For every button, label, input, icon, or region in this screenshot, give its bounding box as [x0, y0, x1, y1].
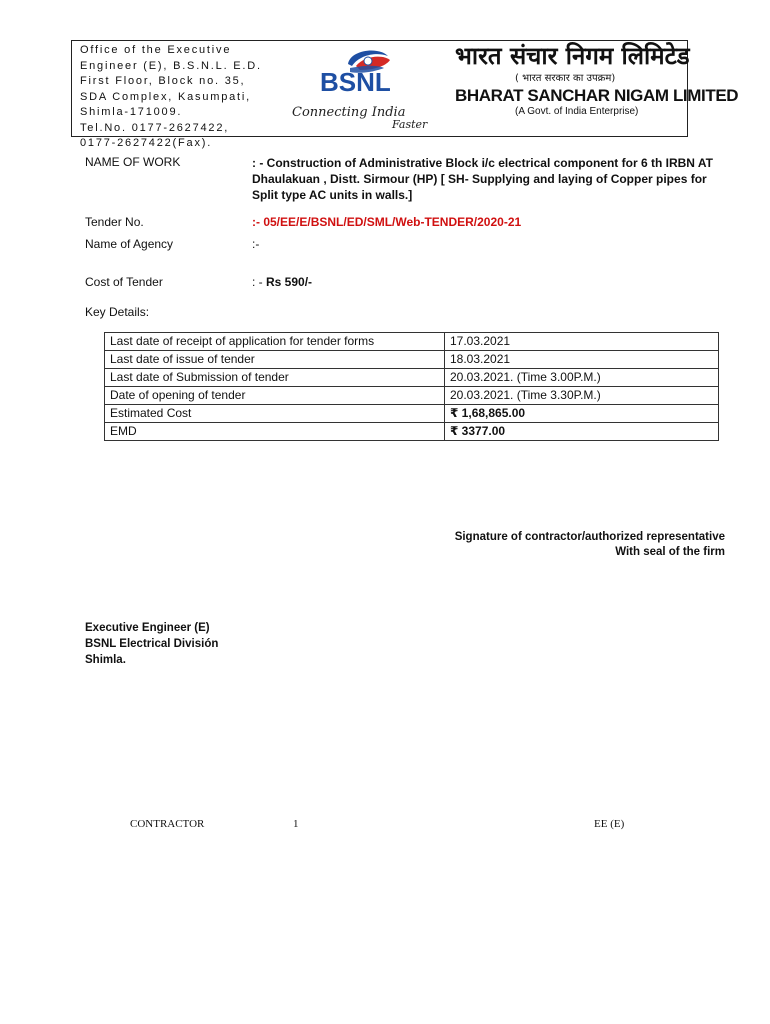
tender-number-row	[252, 215, 521, 229]
engineer-location: Shimla.	[85, 654, 126, 666]
page-number: 1	[293, 818, 299, 830]
bsnl-logo	[290, 44, 440, 132]
company-name-hindi: भारत संचार निगम लिमिटेड	[455, 42, 690, 70]
table-row	[105, 369, 719, 387]
company-subtitle-hindi: ( भारत सरकार का उपक्रम)	[515, 73, 616, 84]
cost-label: Cost of Tender	[85, 275, 163, 289]
estimated-cost-value: ₹ 1,68,865.00	[445, 405, 719, 423]
signature-line: Signature of contractor/authorized representative	[454, 531, 725, 543]
engineer-division: BSNL Electrical División	[85, 638, 219, 650]
key-value-cell: 20.03.2021. (Time 3.30P.M.)	[445, 387, 719, 405]
table-row	[105, 423, 719, 441]
work-value: : - Construction of Administrative Block i/c electrical component for 6 th IRBN AT Dhaulakuan , Distt. Sirmour (HP) [ SH- Supplying and laying of Copper pipes for Split type AC units in walls.]	[252, 156, 713, 202]
key-details-label: Key Details:	[85, 305, 150, 319]
office-address: Office of the Executive Engineer (E), B.S.N.L. E.D. First Floor, Block no. 35, SDA Complex, Kasumpati, Shimla-171009. Tel.No. 0177-2627422, 0177-2627422(Fax).	[80, 44, 262, 149]
key-value-cell: 18.03.2021	[445, 351, 719, 369]
agency-value: :-	[252, 237, 260, 251]
key-label-cell: Date of opening of tender	[105, 387, 445, 405]
logo-tagline-faster: Faster	[392, 118, 428, 131]
engineer-block	[85, 620, 218, 668]
table-row	[105, 405, 719, 423]
logo-text: BSNL	[320, 67, 391, 97]
cost-prefix: : -	[252, 275, 266, 289]
seal-line: With seal of the firm	[615, 546, 725, 558]
table-row	[105, 351, 719, 369]
key-value-cell: 20.03.2021. (Time 3.00P.M.)	[445, 369, 719, 387]
footer-contractor: CONTRACTOR	[130, 818, 205, 830]
footer-ee: EE (E)	[594, 818, 625, 830]
cost-row	[252, 275, 312, 289]
key-label-cell: Last date of receipt of application for tender forms	[105, 333, 445, 351]
key-value-cell: 17.03.2021	[445, 333, 719, 351]
company-subtitle: (A Govt. of India Enterprise)	[515, 106, 639, 117]
key-details-table	[104, 332, 719, 441]
work-label: NAME OF WORK	[85, 155, 181, 169]
tender-label: Tender No.	[85, 215, 144, 229]
table-row	[105, 333, 719, 351]
agency-label: Name of Agency	[85, 237, 174, 251]
key-label-cell: EMD	[105, 423, 445, 441]
key-label-cell: Last date of issue of tender	[105, 351, 445, 369]
tender-number: 05/EE/E/BSNL/ED/SML/Web-TENDER/2020-21	[263, 215, 522, 229]
key-label-cell: Last date of Submission of tender	[105, 369, 445, 387]
emd-value: ₹ 3377.00	[445, 423, 719, 441]
engineer-title: Executive Engineer (E)	[85, 622, 210, 634]
key-label-cell: Estimated Cost	[105, 405, 445, 423]
cost-value: Rs 590/-	[266, 275, 313, 289]
logo-tagline: Connecting India	[292, 105, 406, 120]
company-name: BHARAT SANCHAR NIGAM LIMITED	[455, 86, 739, 105]
tender-prefix: :-	[252, 215, 264, 229]
table-row	[105, 387, 719, 405]
